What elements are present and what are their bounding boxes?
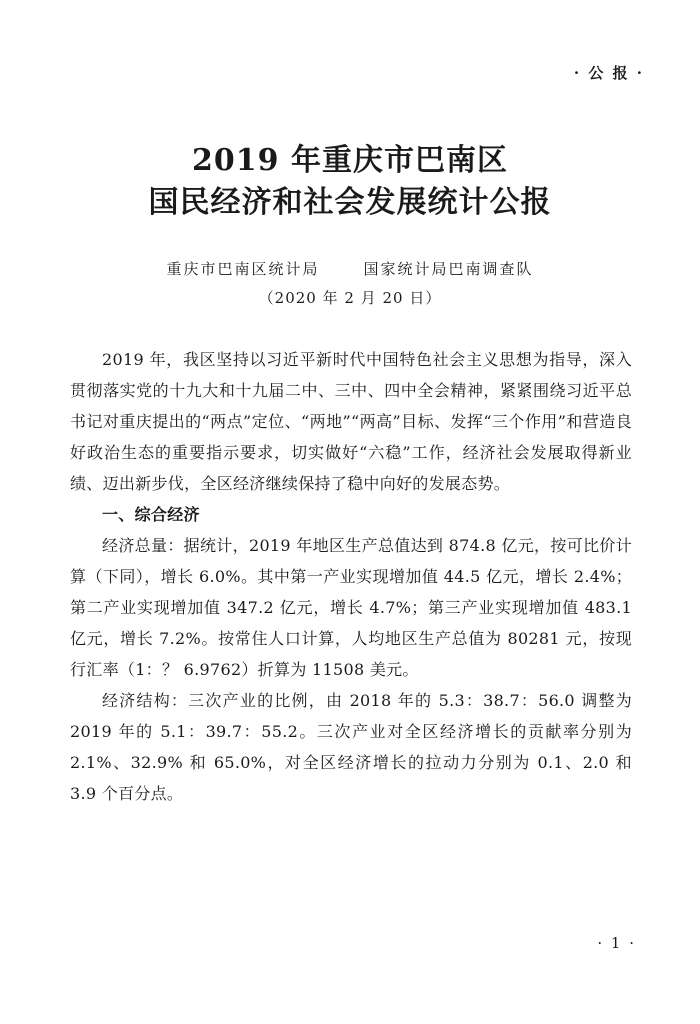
page-title [0, 140, 700, 224]
title-line-1: 2019 年重庆市巴南区 [192, 143, 508, 178]
economic-structure-paragraph: 经济结构：三次产业的比例，由 2018 年的 5.3：38.7：56.0 调整为 2019 年的 5.1：39.7：55.2。三次产业对全区经济增长的贡献率分别为 2.1%、32.9% 和 65.0%，对全区经济增长的拉动力分别为 0.1、2.0 和 3.9 个百分点。 [70, 691, 632, 803]
publish-date: （2020 年 2 月 20 日） [258, 289, 442, 307]
author-org-1: 重庆市巴南区统计局 [166, 260, 320, 278]
economic-total-paragraph: 经济总量：据统计，2019 年地区生产总值达到 874.8 亿元，按可比价计算（下同），增长 6.0%。其中第一产业实现增加值 44.5 亿元，增长 2.4%；第二产业实现增加值 347.2 亿元，增长 4.7%；第三产业实现增加值 483.1 亿元，增长 7.2%。按常住人口计算，人均地区生产总值为 80281 元，按现行汇率（1：？ 6.9762）折算为 11508 美元。 [70, 536, 632, 679]
title-line-2: 国民经济和社会发展统计公报 [148, 185, 552, 220]
section-heading: 一、综合经济 [102, 505, 200, 524]
authors [0, 258, 700, 279]
page-number: · 1 · [597, 934, 636, 952]
author-org-2: 国家统计局巴南调查队 [363, 260, 534, 278]
section-tag: · 公 报 · [573, 64, 644, 82]
body-content [70, 344, 632, 809]
intro-paragraph: 2019 年，我区坚持以习近平新时代中国特色社会主义思想为指导，深入贯彻落实党的十九大和十九届二中、三中、四中全会精神，紧紧围绕习近平总书记对重庆提出的“两点”定位、“两地”“两高”目标、发挥“三个作用”和营造良好政治生态的重要指示要求，切实做好“六稳”工作，经济社会发展取得新业绩、迈出新步伐，全区经济继续保持了稳中向好的发展态势。 [70, 350, 632, 493]
